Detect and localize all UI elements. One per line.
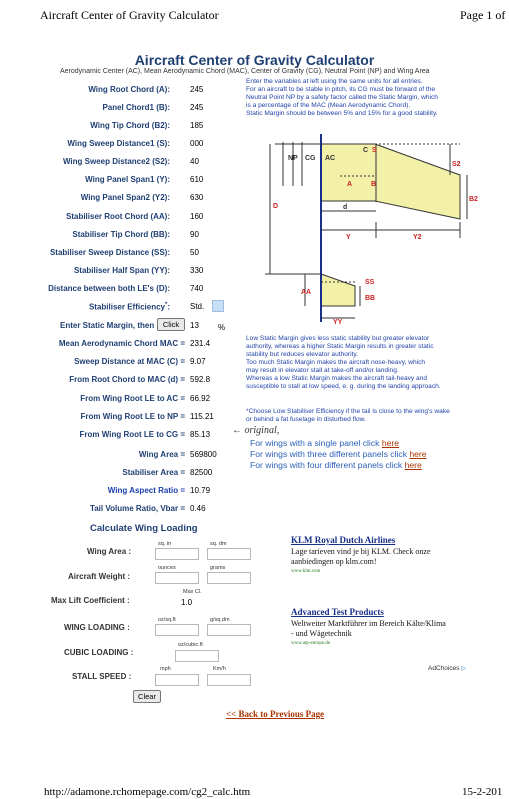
wl-wing-area-unit2: sq. dm	[210, 541, 227, 547]
static-margin-unit: %	[218, 323, 226, 332]
handwritten-note: ← original,	[232, 425, 280, 436]
wl-stall-speed-unit2: Km/h	[213, 666, 226, 672]
static-margin-info: Low Static Margin gives less static stability but greater elevator authority, whereas a higher Static Margin results in greater static stability but reduces elevator authority. Too much Static Margin makes the aircraft nose-heavy, which may result in elevator stall at take-off and/or landing. Whereas a low Static Margin makes the aircraft tail-heavy and susceptible to stall at low speed, e. g. during the landing approach.	[246, 335, 441, 390]
result-value: 231.4	[190, 339, 211, 348]
result-value: 82500	[190, 468, 213, 477]
input-field[interactable]: 630	[190, 193, 204, 202]
ad-atp-title[interactable]: Advanced Test Products	[291, 607, 384, 617]
input-label: Wing Sweep Distance2 (S2):	[62, 157, 170, 166]
footer-url: http://adamone.rchomepage.com/cg2_calc.htm	[44, 786, 251, 798]
diagram-label-yy: YY	[333, 319, 343, 326]
wl-wing-loading-unit1: oz/sq.ft	[158, 617, 176, 623]
input-label: Wing Panel Span2 (Y2):	[80, 193, 170, 202]
input-field[interactable]: 245	[190, 103, 204, 112]
wl-stall-speed-unit1: mph	[160, 666, 171, 672]
footer-date: 15-2-201	[462, 786, 503, 798]
result-label: Wing Area =	[138, 450, 185, 459]
diagram-label-y: Y	[346, 234, 351, 241]
adchoices-icon: ▷	[461, 665, 467, 672]
wl-wing-loading-unit2: g/sq.dm	[210, 617, 230, 623]
result-value: 9.07	[190, 357, 206, 366]
diagram-label-cg: CG	[305, 155, 316, 162]
input-field[interactable]: 245	[190, 85, 204, 94]
wl-cl-label: Max Lift Coefficient :	[51, 596, 130, 605]
wl-wing-area-input-dm[interactable]	[207, 548, 251, 560]
print-header-title: Aircraft Center of Gravity Calculator	[40, 8, 219, 22]
three-panel-link-row: For wings with three different panels click here	[250, 449, 427, 459]
input-field[interactable]: 000	[190, 139, 204, 148]
four-panel-link-row: For wings with four different panels click here	[250, 460, 422, 470]
wl-cubic-loading-input[interactable]	[175, 650, 219, 662]
result-label: Stabiliser Area =	[122, 468, 185, 477]
diagram-label-s2: S2	[452, 161, 461, 168]
three-panel-link[interactable]: here	[409, 449, 427, 459]
wing-diagram	[245, 126, 509, 326]
wing-loading-title: Calculate Wing Loading	[90, 523, 198, 534]
input-label: Stabiliser Tip Chord (BB):	[72, 230, 170, 239]
diagram-label-np: NP	[288, 155, 298, 162]
ad-atp-url[interactable]: www.atp-europe.de	[291, 641, 331, 646]
input-label: Distance between both LE's (D):	[48, 284, 170, 293]
wing-shape	[321, 144, 460, 219]
efficiency-label: Stabiliser Efficiency*:	[88, 302, 170, 312]
click-button[interactable]: Click	[157, 318, 185, 331]
clear-button[interactable]: Clear	[133, 690, 161, 703]
input-field[interactable]: 160	[190, 212, 204, 221]
wl-stall-speed-mph[interactable]	[155, 674, 199, 686]
wl-stall-speed-label: STALL SPEED :	[72, 672, 132, 681]
diagram-label-d: D	[273, 203, 279, 210]
diagram-label-ss: SS	[365, 279, 375, 286]
adchoices[interactable]: AdChoices ▷	[428, 665, 467, 672]
input-field[interactable]: 90	[190, 230, 199, 239]
input-label: Wing Panel Span1 (Y):	[85, 175, 170, 184]
page-title: Aircraft Center of Gravity Calculator	[134, 52, 375, 68]
wl-wing-loading-g[interactable]	[207, 624, 251, 636]
efficiency-select[interactable]: Std.	[190, 302, 205, 311]
ad-klm-title[interactable]: KLM Royal Dutch Airlines	[291, 535, 396, 545]
wl-weight-input-g[interactable]	[207, 572, 251, 584]
result-value: 592.8	[190, 375, 211, 384]
result-value: 0.46	[190, 504, 206, 513]
result-value: 10.79	[190, 486, 211, 495]
diagram-label-b: B	[371, 181, 377, 188]
wl-wing-area-unit1: sq. in	[158, 541, 172, 547]
ad-atp-text: Weltweiter Marktführer im Bereich Kälte/Klima - und Wägetechnik	[291, 619, 446, 638]
diagram-label-b2: B2	[469, 196, 478, 203]
input-label: Panel Chord1 (B):	[102, 103, 170, 112]
input-field[interactable]: 185	[190, 121, 204, 130]
input-label: Stabiliser Half Span (YY):	[73, 266, 170, 275]
result-label: From Wing Root LE to AC =	[80, 394, 185, 403]
input-label: Wing Tip Chord (B2):	[90, 121, 170, 130]
static-margin-input[interactable]: 13	[190, 321, 199, 330]
input-field[interactable]: 740	[190, 284, 204, 293]
input-label: Wing Root Chord (A):	[88, 85, 170, 94]
wl-wing-area-input-in[interactable]	[155, 548, 199, 560]
result-label: Mean Aerodynamic Chord MAC =	[58, 339, 185, 348]
input-label: Stabiliser Root Chord (AA):	[66, 212, 170, 221]
panel-links	[250, 438, 427, 471]
wl-cubic-loading-unit: oz/cubic.ft	[178, 642, 203, 648]
result-label: Sweep Distance at MAC (C) =	[74, 357, 185, 366]
result-label: From Root Chord to MAC (d) =	[69, 375, 185, 384]
wl-cl-unit: Max Cl.	[183, 589, 202, 595]
wl-weight-unit1: ounces	[158, 565, 176, 571]
page-subtitle: Aerodynamic Center (AC), Mean Aerodynamic Chord (MAC), Center of Gravity (CG), Neutral Point (NP) and Wing Area	[60, 68, 430, 75]
input-label: Stabiliser Sweep Distance (SS):	[49, 248, 170, 257]
static-margin-label: Enter Static Margin, then	[60, 321, 155, 330]
wl-wing-loading-oz[interactable]	[155, 624, 199, 636]
print-header-page: Page 1 of	[460, 8, 506, 22]
result-label: Wing Aspect Ratio =	[107, 486, 185, 495]
input-field[interactable]: 330	[190, 266, 204, 275]
diagram-label-aa: AA	[301, 289, 312, 296]
efficiency-note: *Choose Low Stabiliser Efficiency if the tail is close to the wing's wake or behind a fat fuselage in disturbed flow.	[246, 408, 450, 423]
diagram-label-c: C	[363, 147, 369, 154]
wl-cl-input[interactable]: 1.0	[181, 598, 193, 607]
wl-cubic-loading-label: CUBIC LOADING :	[64, 648, 134, 657]
diagram-label-ac: AC	[325, 155, 336, 162]
result-value: 115.21	[190, 412, 214, 421]
back-link[interactable]: << Back to Previous Page	[226, 709, 325, 719]
single-panel-link[interactable]: here	[381, 438, 400, 448]
intro-text: Enter the variables at left using the same units for all entries. For an aircraft to be stable in pitch, its CG must be forward of the Neutral Point NP by a safety factor called the Static Margin, which is a percentage of the MAC (Mean Aerodynamic Chord). Static Margin should be between 5% and 15% for a good stability.	[246, 78, 438, 117]
wl-weight-input-oz[interactable]	[155, 572, 199, 584]
result-label: From Wing Root LE to NP =	[80, 412, 185, 421]
four-panel-link[interactable]: here	[404, 460, 422, 470]
wl-stall-speed-kmh[interactable]	[207, 674, 251, 686]
input-label: Wing Sweep Distance1 (S):	[67, 139, 170, 148]
single-panel-link-row: For wings with a single panel click here	[250, 438, 400, 448]
result-label: Tail Volume Ratio, Vbar =	[89, 504, 185, 513]
wl-wing-loading-label: WING LOADING :	[64, 623, 130, 632]
result-value: 569800	[190, 450, 217, 459]
result-label: From Wing Root LE to CG =	[79, 430, 185, 439]
wl-weight-label: Aircraft Weight :	[68, 572, 131, 581]
ad-klm-url[interactable]: www.klm.com	[291, 569, 321, 574]
diagram-label-d-small: d	[343, 204, 348, 211]
stabiliser-shape	[321, 274, 355, 306]
input-field[interactable]: 40	[190, 157, 199, 166]
wl-weight-unit2: grams	[210, 565, 226, 571]
wl-wing-area-label: Wing Area :	[87, 547, 132, 556]
diagram-label-y2: Y2	[413, 234, 422, 241]
result-value: 66.92	[190, 394, 211, 403]
input-field[interactable]: 610	[190, 175, 204, 184]
ad-klm-text: Lage tarieven vind je bij KLM. Check onze aanbiedingen op klm.com!	[291, 547, 431, 566]
diagram-label-s: S	[372, 147, 377, 154]
result-value: 85.13	[190, 430, 211, 439]
input-field[interactable]: 50	[190, 248, 199, 257]
diagram-label-bb: BB	[365, 295, 376, 302]
diagram-label-a: A	[347, 181, 353, 188]
efficiency-dropdown-arrow[interactable]	[212, 300, 224, 312]
